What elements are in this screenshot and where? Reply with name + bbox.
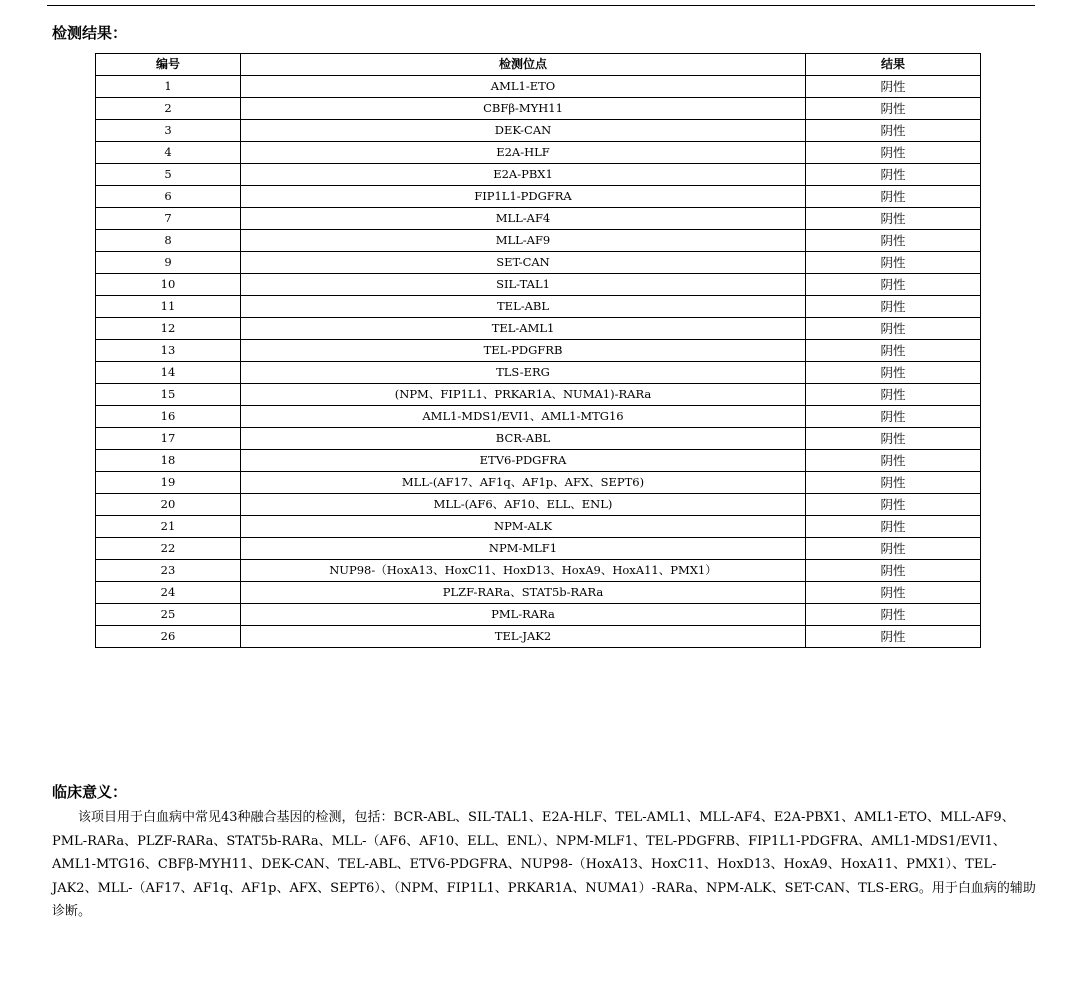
row-locus: TEL-ABL <box>241 296 806 318</box>
results-table <box>95 53 981 648</box>
row-result: 阴性 <box>806 538 981 560</box>
row-number: 16 <box>96 406 241 428</box>
table-row <box>96 582 981 604</box>
table-row <box>96 626 981 648</box>
table-row <box>96 142 981 164</box>
row-number: 24 <box>96 582 241 604</box>
row-result: 阴性 <box>806 362 981 384</box>
row-result: 阴性 <box>806 626 981 648</box>
table-row <box>96 164 981 186</box>
row-result: 阴性 <box>806 604 981 626</box>
row-locus: MLL-AF9 <box>241 230 806 252</box>
row-locus: (NPM、FIP1L1、PRKAR1A、NUMA1)-RARa <box>241 384 806 406</box>
table-row <box>96 516 981 538</box>
row-number: 2 <box>96 98 241 120</box>
table-row <box>96 76 981 98</box>
top-divider <box>47 5 1035 6</box>
row-result: 阴性 <box>806 516 981 538</box>
row-number: 23 <box>96 560 241 582</box>
row-result: 阴性 <box>806 186 981 208</box>
row-result: 阴性 <box>806 252 981 274</box>
row-result: 阴性 <box>806 384 981 406</box>
table-row <box>96 494 981 516</box>
row-locus: MLL-AF4 <box>241 208 806 230</box>
row-result: 阴性 <box>806 296 981 318</box>
row-number: 1 <box>96 76 241 98</box>
row-number: 25 <box>96 604 241 626</box>
table-row <box>96 186 981 208</box>
row-locus: SIL-TAL1 <box>241 274 806 296</box>
row-locus: MLL-(AF6、AF10、ELL、ENL) <box>241 494 806 516</box>
header-number: 编号 <box>96 54 241 76</box>
row-number: 12 <box>96 318 241 340</box>
table-row <box>96 274 981 296</box>
significance-section-title: 临床意义： <box>52 783 128 801</box>
row-number: 21 <box>96 516 241 538</box>
table-row <box>96 560 981 582</box>
row-number: 14 <box>96 362 241 384</box>
row-locus: E2A-PBX1 <box>241 164 806 186</box>
row-number: 19 <box>96 472 241 494</box>
row-result: 阴性 <box>806 340 981 362</box>
row-result: 阴性 <box>806 472 981 494</box>
row-number: 15 <box>96 384 241 406</box>
row-number: 17 <box>96 428 241 450</box>
row-result: 阴性 <box>806 406 981 428</box>
table-header-row <box>96 54 981 76</box>
table-row <box>96 120 981 142</box>
row-locus: TEL-JAK2 <box>241 626 806 648</box>
row-result: 阴性 <box>806 120 981 142</box>
row-locus: NUP98-（HoxA13、HoxC11、HoxD13、HoxA9、HoxA11、PMX1） <box>241 560 806 582</box>
row-locus: BCR-ABL <box>241 428 806 450</box>
row-result: 阴性 <box>806 560 981 582</box>
table-row <box>96 362 981 384</box>
table-row <box>96 230 981 252</box>
table-row <box>96 340 981 362</box>
row-number: 18 <box>96 450 241 472</box>
table-row <box>96 98 981 120</box>
row-number: 22 <box>96 538 241 560</box>
table-row <box>96 318 981 340</box>
row-result: 阴性 <box>806 274 981 296</box>
row-locus: ETV6-PDGFRA <box>241 450 806 472</box>
row-locus: NPM-MLF1 <box>241 538 806 560</box>
row-locus: AML1-ETO <box>241 76 806 98</box>
row-result: 阴性 <box>806 164 981 186</box>
row-number: 20 <box>96 494 241 516</box>
row-locus: E2A-HLF <box>241 142 806 164</box>
header-result: 结果 <box>806 54 981 76</box>
row-result: 阴性 <box>806 428 981 450</box>
row-number: 26 <box>96 626 241 648</box>
results-section-title: 检测结果： <box>52 24 128 42</box>
row-result: 阴性 <box>806 208 981 230</box>
row-number: 3 <box>96 120 241 142</box>
row-number: 5 <box>96 164 241 186</box>
table-row <box>96 428 981 450</box>
row-result: 阴性 <box>806 98 981 120</box>
row-result: 阴性 <box>806 450 981 472</box>
row-locus: MLL-(AF17、AF1q、AF1p、AFX、SEPT6) <box>241 472 806 494</box>
row-locus: PLZF-RARa、STAT5b-RARa <box>241 582 806 604</box>
row-number: 8 <box>96 230 241 252</box>
row-number: 4 <box>96 142 241 164</box>
row-locus: TLS-ERG <box>241 362 806 384</box>
table-row <box>96 604 981 626</box>
row-result: 阴性 <box>806 582 981 604</box>
row-number: 13 <box>96 340 241 362</box>
row-number: 10 <box>96 274 241 296</box>
row-number: 7 <box>96 208 241 230</box>
table-row <box>96 208 981 230</box>
row-result: 阴性 <box>806 76 981 98</box>
row-locus: AML1-MDS1/EVI1、AML1-MTG16 <box>241 406 806 428</box>
row-locus: CBFβ-MYH11 <box>241 98 806 120</box>
table-row <box>96 296 981 318</box>
row-number: 11 <box>96 296 241 318</box>
row-result: 阴性 <box>806 318 981 340</box>
row-result: 阴性 <box>806 230 981 252</box>
table-row <box>96 252 981 274</box>
row-number: 6 <box>96 186 241 208</box>
row-locus: SET-CAN <box>241 252 806 274</box>
clinical-significance-paragraph: 该项目用于白血病中常见43种融合基因的检测，包括：BCR-ABL、SIL-TAL1、E2A-HLF、TEL-AML1、MLL-AF4、E2A-PBX1、AML1-ETO、MLL-AF9、PML-RARa、PLZF-RARa、STAT5b-RARa、MLL-（AF6、AF10、ELL、ENL）、NPM-MLF1、TEL-PDGFRB、FIP1L1-PDGFRA、AML1-MDS1/EVI1、AML1-MTG16、CBFβ-MYH11、DEK-CAN、TEL-ABL、ETV6-PDGFRA、NUP98-（HoxA13、HoxC11、HoxD13、HoxA9、HoxA11、PMX1）、TEL-JAK2、MLL-（AF17、AF1q、AF1p、AFX、SEPT6）、（NPM、FIP1L1、PRKAR1A、NUMA1）-RARa、NPM-ALK、SET-CAN、TLS-ERG。用于白血病的辅助诊断。 <box>52 810 1036 919</box>
row-locus: PML-RARa <box>241 604 806 626</box>
row-locus: TEL-AML1 <box>241 318 806 340</box>
table-row <box>96 472 981 494</box>
row-locus: FIP1L1-PDGFRA <box>241 186 806 208</box>
row-locus: NPM-ALK <box>241 516 806 538</box>
table-row <box>96 406 981 428</box>
row-locus: DEK-CAN <box>241 120 806 142</box>
row-result: 阴性 <box>806 494 981 516</box>
header-locus: 检测位点 <box>241 54 806 76</box>
row-number: 9 <box>96 252 241 274</box>
row-locus: TEL-PDGFRB <box>241 340 806 362</box>
table-row <box>96 450 981 472</box>
row-result: 阴性 <box>806 142 981 164</box>
table-row <box>96 538 981 560</box>
table-row <box>96 384 981 406</box>
